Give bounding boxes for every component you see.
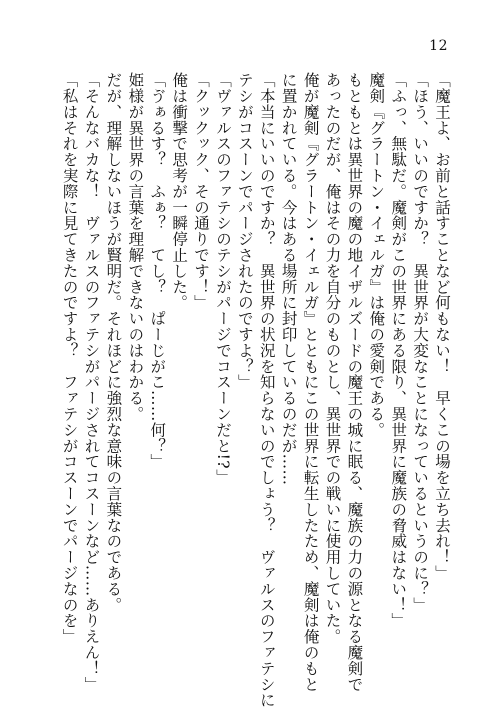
text-line: 「そんなバカな！ ヴァルスのファテシがパージされてコスーンなど……ありえん！」 bbox=[82, 72, 101, 693]
text-line: だが、理解しないほうが賢明だ。それほどに強烈な意味の言葉なのである。 bbox=[104, 72, 123, 613]
text-line: 俺が魔剣『グラートン・イェルガ』とともにこの世界に転生したため、魔剣は俺のもと bbox=[301, 72, 320, 693]
text-line: 魔剣『グラートン・イェルガ』は俺の愛剣である。 bbox=[367, 72, 386, 438]
text-line: もともとは異世界の魔の地イザルズードの魔王の城に眠る、魔族の力の源となる魔剣で bbox=[345, 72, 364, 693]
text-line: 「ほう、いいのですか？ 異世界が大変なことになっているというのに？」 bbox=[411, 72, 430, 613]
text-line: 「魔王よ、お前と話すことなど何もない！ 早くこの場を立ち去れ！」 bbox=[433, 72, 451, 581]
text-line: 俺は衝撃で思考が一瞬停止した。 bbox=[170, 72, 189, 311]
text-line: 「私はそれを実際に見てきたのですよ？ ファテシがコスーンでパージなのを」 bbox=[60, 72, 79, 645]
text-line: 姫様が異世界の言葉を理解できないのはわかる。 bbox=[126, 72, 145, 422]
text-line: あったのだが、俺はその力を自分のものとし、異世界での戦いに使用していた。 bbox=[323, 72, 342, 645]
text-line: 「ふっ、無駄だ。魔剣がこの世界にある限り、異世界に魔族の脅威はない！」 bbox=[389, 72, 408, 629]
text-line: に置かれている。今はある場所に封印しているのだが…… bbox=[279, 72, 298, 486]
vertical-text-block bbox=[58, 72, 452, 708]
text-line: テシがコスーンでパージされたのですよ？」 bbox=[235, 72, 254, 390]
text-line: 「ゔぁるす？ ふぁ？ てし？ ぱーじがこ……何？」 bbox=[148, 72, 167, 470]
text-line: 「クックック、その通りです！」 bbox=[192, 72, 211, 311]
page-number: 12 bbox=[429, 38, 448, 54]
text-line: 「ヴァルスのファテシのテシがパージでコスーンだと!?」 bbox=[213, 72, 232, 485]
text-line: 「本当にいいのですか？ 異世界の状況を知らないのでしょう？ ヴァルスのファテシに bbox=[257, 72, 276, 708]
